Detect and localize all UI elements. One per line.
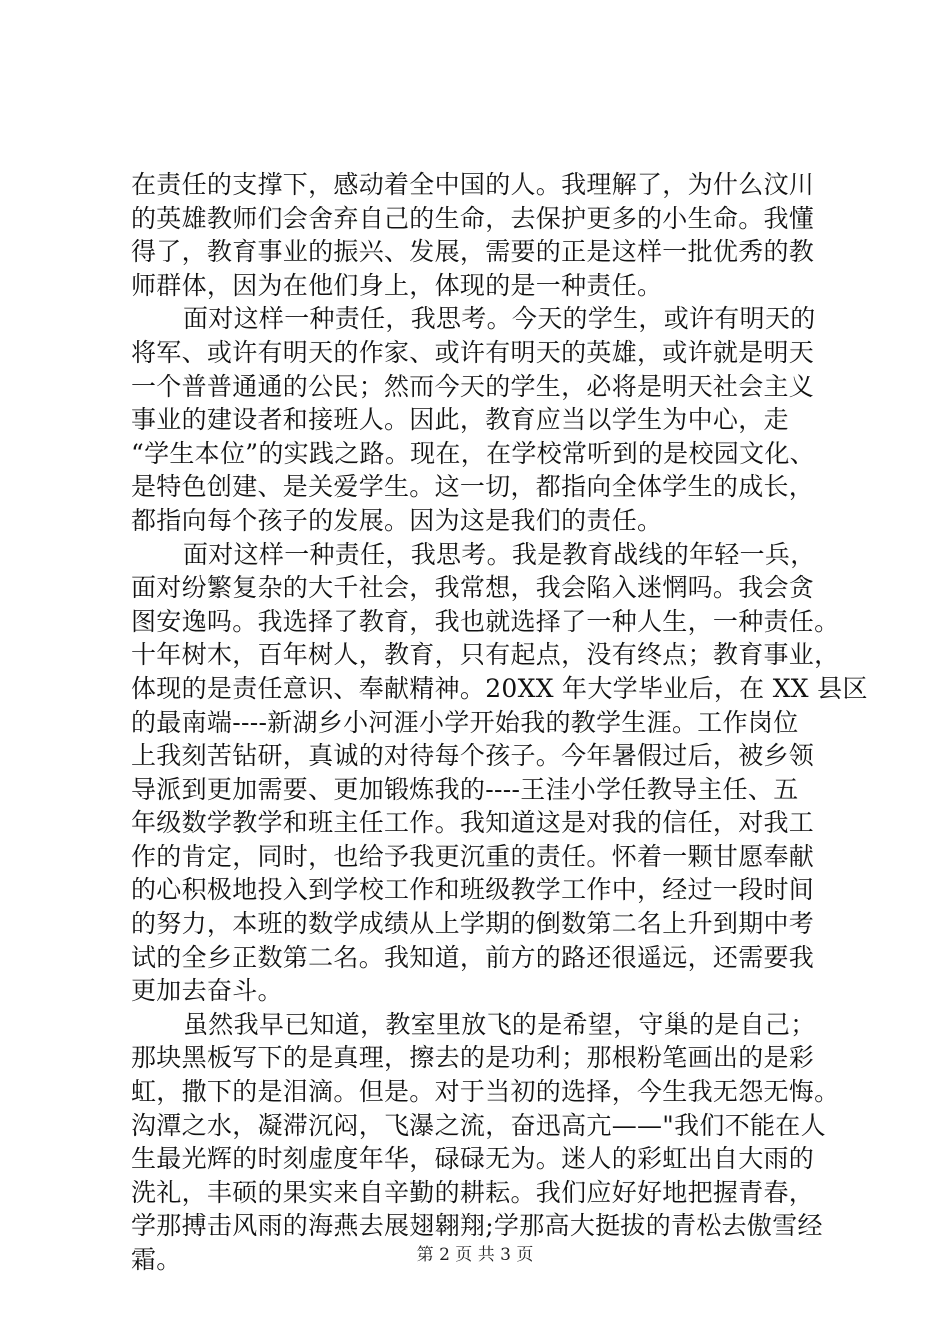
text-line: 一个普普通通的公民；然而今天的学生，必将是明天社会主义 <box>131 371 815 401</box>
text-line: 面对这样一种责任，我思考。今天的学生，或许有明天的 <box>183 304 816 334</box>
text-line: 十年树木，百年树人，教育，只有起点，没有终点；教育事业， <box>131 640 840 670</box>
text-line: 的英雄教师们会舍弃自己的生命，去保护更多的小生命。我懂 <box>131 203 815 233</box>
text-line: 的最南端----新湖乡小河涯小学开始我的教学生涯。工作岗位 <box>131 707 799 737</box>
text-line: 更加去奋斗。 <box>131 976 283 1006</box>
text-line: 试的全乡正数第二名。我知道，前方的路还很遥远，还需要我 <box>131 942 815 972</box>
text-line: 都指向每个孩子的发展。因为这是我们的责任。 <box>131 505 663 535</box>
text-line: 洗礼，丰硕的果实来自辛勤的耕耘。我们应好好地把握青春， <box>131 1177 815 1207</box>
text-line: 学那搏击风雨的海燕去展翅翱翔;学那高大挺拔的青松去傲雪经 <box>131 1211 823 1241</box>
text-line: 那块黑板写下的是真理，擦去的是功利；那根粉笔画出的是彩 <box>131 1043 815 1073</box>
text-line: 体现的是责任意识、奉献精神。20XX 年大学毕业后，在 XX 县区 <box>131 673 868 703</box>
document-body <box>131 168 868 1277</box>
page-footer: 第 2 页 共 3 页 <box>416 1245 534 1265</box>
text-line: “学生本位”的实践之路。现在，在学校常听到的是校园文化、 <box>131 438 815 468</box>
text-line: 图安逸吗。我选择了教育，我也就选择了一种人生，一种责任。 <box>131 606 840 636</box>
text-line: 的努力，本班的数学成绩从上学期的倒数第二名上升到期中考 <box>131 909 815 939</box>
text-line: 的心积极地投入到学校工作和班级教学工作中，经过一段时间 <box>131 875 815 905</box>
text-line: 事业的建设者和接班人。因此，教育应当以学生为中心，走 <box>131 405 789 435</box>
text-line: 是特色创建、是关爱学生。这一切，都指向全体学生的成长， <box>131 472 815 502</box>
text-line: 得了，教育事业的振兴、发展，需要的正是这样一批优秀的教 <box>131 237 815 267</box>
text-line: 沟潭之水，凝滞沉闷，飞瀑之流，奋迅高亢——"我们不能在人 <box>131 1110 826 1140</box>
text-line: 年级数学教学和班主任工作。我知道这是对我的信任，对我工 <box>131 808 815 838</box>
text-line: 霜。 <box>131 1245 182 1274</box>
text-line: 上我刻苦钻研，真诚的对待每个孩子。今年暑假过后，被乡领 <box>131 741 815 771</box>
text-line: 师群体，因为在他们身上，体现的是一种责任。 <box>131 270 663 300</box>
text-line: 作的肯定，同时，也给予我更沉重的责任。怀着一颗甘愿奉献 <box>131 841 815 871</box>
text-line: 将军、或许有明天的作家、或许有明天的英雄，或许就是明天 <box>131 337 815 367</box>
text-line: 虹，撒下的是泪滴。但是。对于当初的选择，今生我无怨无悔。 <box>131 1077 840 1107</box>
text-line: 生最光辉的时刻虚度年华，碌碌无为。迷人的彩虹出自大雨的 <box>131 1144 815 1174</box>
text-line: 虽然我早已知道，教室里放飞的是希望，守巢的是自己； <box>183 1009 816 1039</box>
text-line: 面对纷繁复杂的大千社会，我常想，我会陷入迷惘吗。我会贪 <box>131 573 815 603</box>
text-line: 导派到更加需要、更加锻炼我的----王洼小学任教导主任、五 <box>131 774 799 804</box>
text-line: 面对这样一种责任，我思考。我是教育战线的年轻一兵， <box>183 539 816 569</box>
text-line: 在责任的支撑下，感动着全中国的人。我理解了，为什么汶川 <box>131 170 815 199</box>
